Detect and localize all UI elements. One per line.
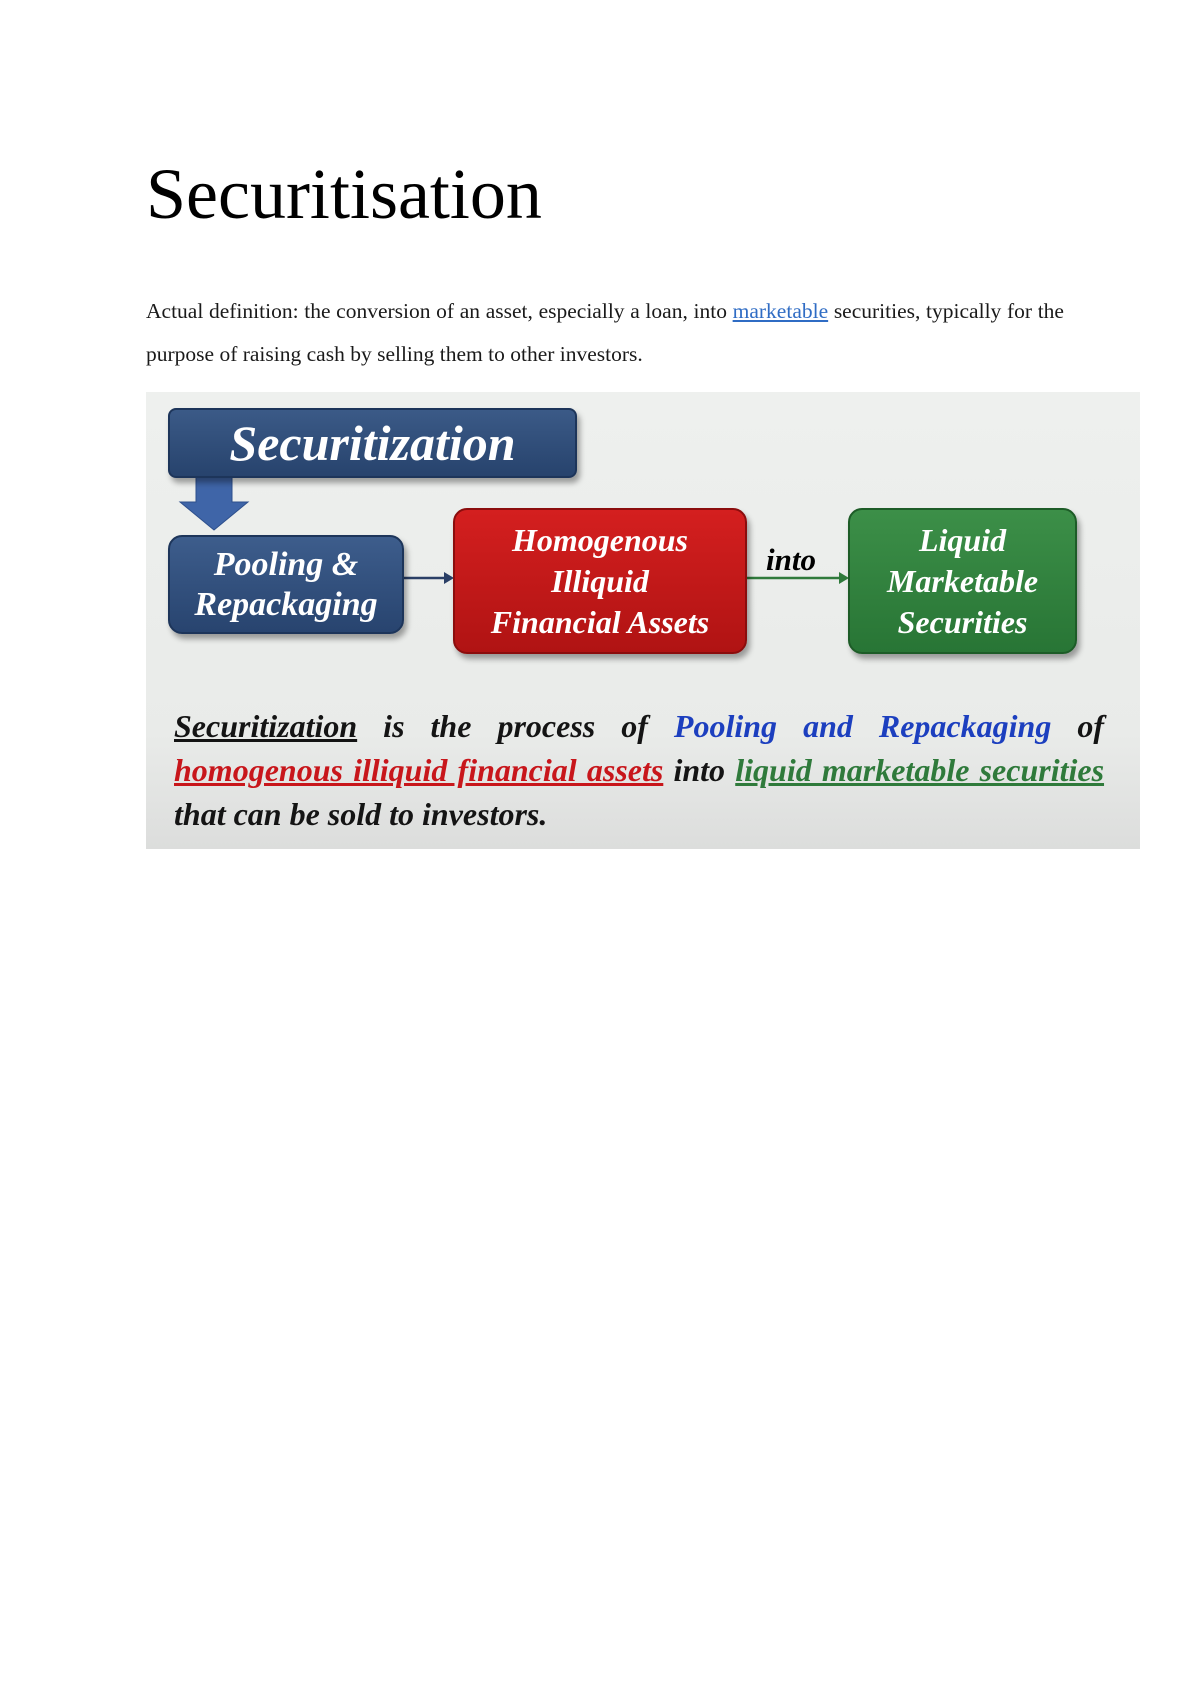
homogenous-line-1: Homogenous [511, 521, 688, 558]
pooling-repackaging-box [168, 535, 404, 634]
homogenous-assets-box [453, 508, 747, 654]
pooling-line-2: Repackaging [194, 585, 378, 623]
statement-process: Pooling and Repackaging [673, 708, 1052, 744]
liquid-line-2: Marketable [886, 562, 1039, 599]
securitization-statement [174, 704, 1104, 836]
homogenous-line-3: Financial Assets [490, 603, 710, 640]
liquid-line-1: Liquid [918, 521, 1007, 558]
definition-paragraph [146, 290, 1064, 376]
pooling-line-1: Pooling & [213, 545, 359, 583]
page-title: Securitisation [146, 154, 542, 234]
liquid-line-3: Securities [897, 603, 1028, 640]
into-connector-label: into [766, 542, 816, 577]
homogenous-line-2: Illiquid [551, 562, 649, 599]
down-arrow-icon [180, 476, 248, 530]
statement-output: liquid marketable securities [735, 752, 1105, 788]
statement-part-4: that can be sold to investors. [174, 796, 548, 832]
marketable-link[interactable]: marketable [732, 299, 829, 323]
statement-part-2: of [1051, 708, 1105, 744]
securitization-title-label: Securitization [229, 415, 516, 471]
definition-prefix: Actual definition: the conversion of an asset, especially a loan, into [146, 299, 733, 323]
definition-suffix: securities, typically for the purpose of raising cash by selling them to other investors. [146, 299, 1064, 366]
statement-part-3: into [663, 752, 736, 788]
statement-part-1: is the process of [357, 708, 674, 744]
liquid-securities-box [848, 508, 1077, 654]
statement-term: Securitization [174, 708, 358, 744]
securitization-diagram [146, 392, 1140, 849]
securitization-title-box [168, 408, 577, 478]
statement-input: homogenous illiquid financial assets [174, 752, 664, 788]
